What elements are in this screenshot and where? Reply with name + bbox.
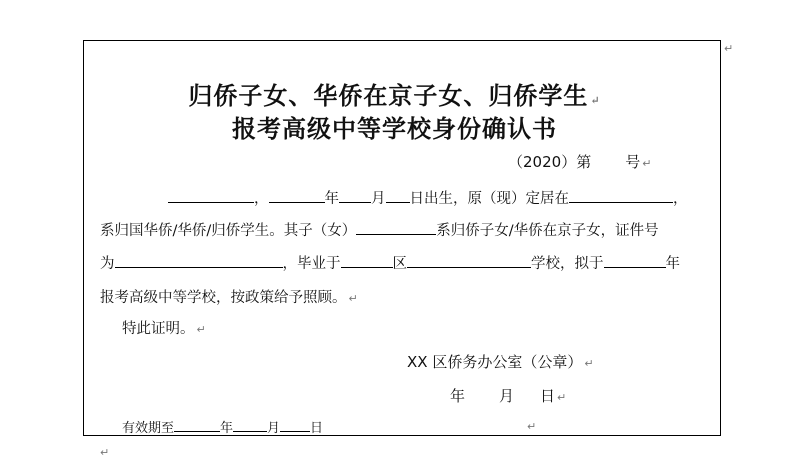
- title-text-1: 归侨子女、华侨在京子女、归侨学生: [188, 81, 589, 110]
- residence-blank[interactable]: [569, 188, 673, 203]
- comma: ，: [673, 191, 688, 207]
- paragraph-mark: ↵: [196, 323, 206, 336]
- valid-year-blank[interactable]: [174, 419, 220, 432]
- doc-number-year: 2020: [523, 153, 562, 171]
- line2-mid-text: 系归侨子女/华侨在京子女，证件号: [436, 223, 659, 239]
- sig-year-label: 年: [450, 387, 466, 405]
- birth-year-label: 年: [324, 191, 339, 207]
- birth-month-blank[interactable]: [339, 188, 371, 203]
- valid-month-label: 月: [267, 421, 281, 436]
- document-number: [508, 151, 651, 172]
- sig-month-label: 月: [499, 387, 515, 405]
- body-line-2: [100, 219, 659, 240]
- body-line-4: [100, 286, 358, 307]
- valid-year-label: 年: [220, 421, 234, 436]
- paragraph-mark: ↵: [590, 94, 601, 107]
- exam-year-label: 年: [665, 256, 680, 272]
- birth-month-label: 月: [371, 191, 386, 207]
- paragraph-mark: ↵: [724, 42, 734, 55]
- school-label: 学校，拟于: [531, 256, 604, 272]
- doc-number-prefix: 第: [576, 153, 592, 171]
- line3-start-text: 为: [100, 256, 115, 272]
- paragraph-mark: ↵: [348, 292, 358, 305]
- doc-number-suffix: 号: [625, 153, 641, 171]
- name-blank[interactable]: [168, 188, 254, 203]
- title-line-2: [0, 109, 789, 144]
- validity-label: 有效期至: [122, 421, 175, 436]
- body-line-1: [168, 187, 688, 208]
- id-number-blank[interactable]: [115, 253, 283, 268]
- district-blank[interactable]: [341, 253, 393, 268]
- child-name-blank[interactable]: [356, 220, 436, 235]
- birth-year-blank[interactable]: [269, 188, 325, 203]
- body-line-3: [100, 252, 680, 273]
- line3-grad-text: ，毕业于: [282, 256, 341, 272]
- office-text: XX 区侨务办公室（公章）: [407, 353, 583, 371]
- validity-line: [122, 417, 323, 436]
- paragraph-mark: ↵: [527, 420, 537, 433]
- valid-day-label: 日: [310, 421, 324, 436]
- title-line-1: [0, 76, 789, 111]
- signature-date: [450, 385, 566, 406]
- paragraph-mark: ↵: [642, 157, 652, 170]
- line4-text: 报考高级中等学校，按政策给予照顾。: [100, 290, 347, 306]
- paragraph-mark: ↵: [100, 446, 110, 459]
- certify-text: 特此证明。: [122, 321, 195, 337]
- line2-start-text: 系归国华侨/华侨/归侨学生。其子（女）: [100, 223, 357, 239]
- title-text-2: 报考高级中等学校身份确认书: [232, 114, 557, 143]
- signature-office: [407, 351, 594, 372]
- certify-line: [122, 317, 206, 338]
- birth-day-blank[interactable]: [386, 188, 410, 203]
- doc-number-close: ）: [561, 153, 577, 171]
- exam-year-blank[interactable]: [604, 253, 666, 268]
- comma: ，: [254, 191, 269, 207]
- district-label: 区: [392, 256, 407, 272]
- valid-day-blank[interactable]: [280, 419, 310, 432]
- birth-day-label: 日出生，原（现）定居在: [409, 191, 569, 207]
- sig-day-label: 日: [540, 387, 556, 405]
- doc-number-open: （: [508, 153, 524, 171]
- school-blank[interactable]: [407, 253, 531, 268]
- paragraph-mark: ↵: [557, 391, 567, 404]
- paragraph-mark: ↵: [584, 357, 594, 370]
- valid-month-blank[interactable]: [233, 419, 267, 432]
